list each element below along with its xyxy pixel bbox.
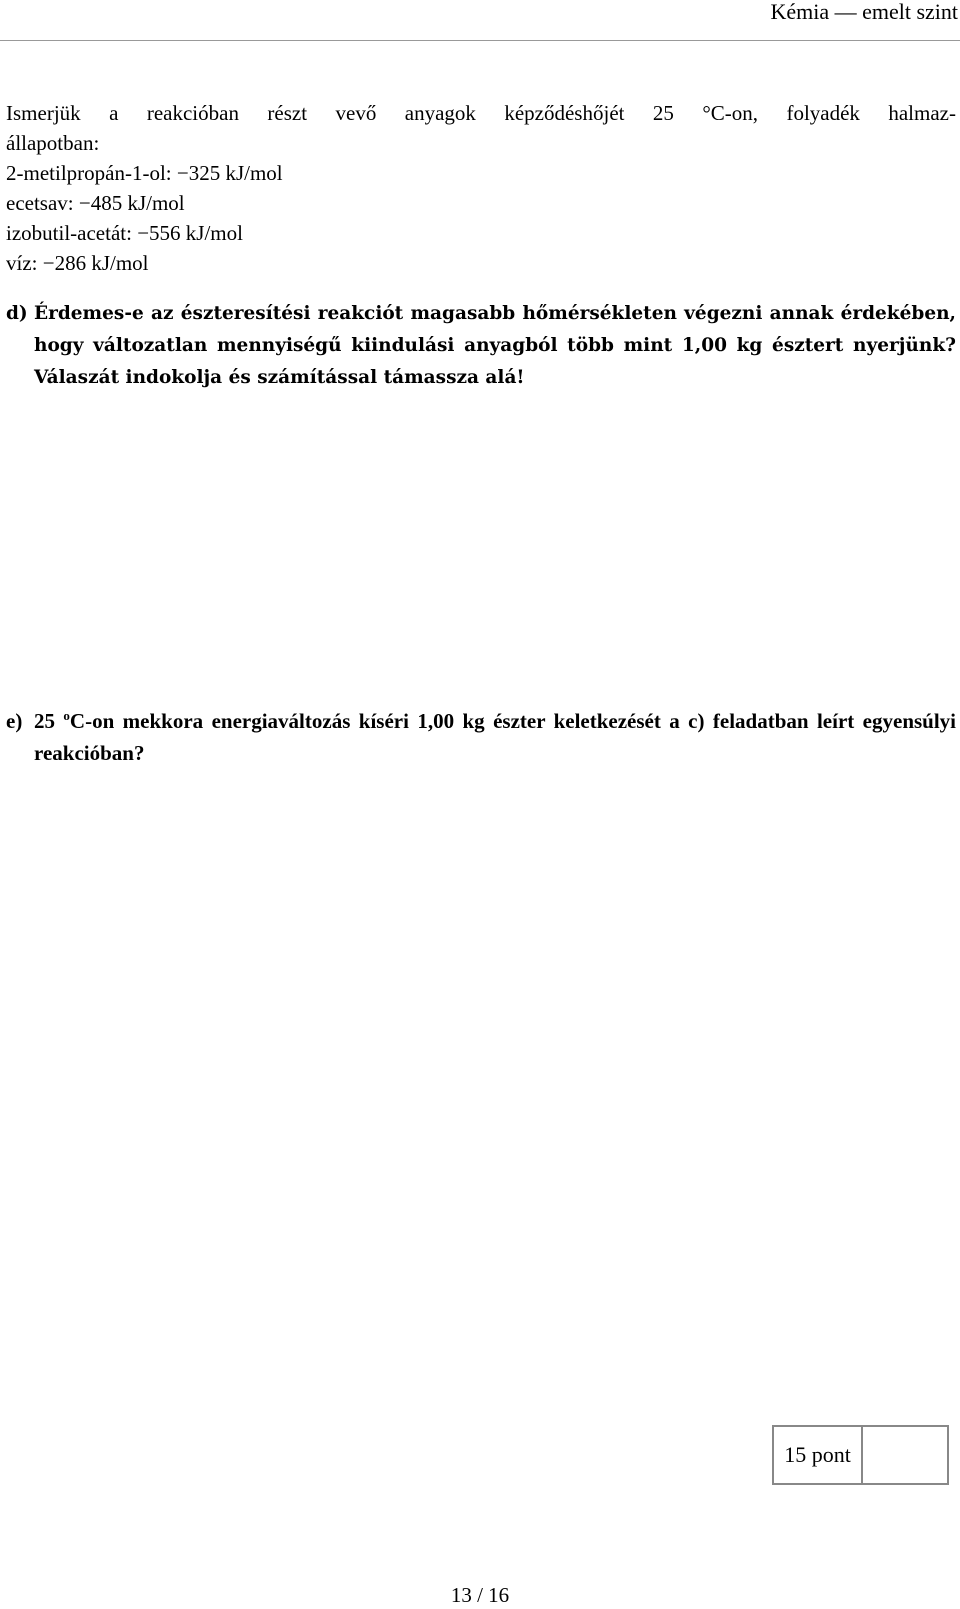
substance-item: ecetsav: −485 kJ/mol [6, 191, 185, 215]
score-box [772, 1425, 949, 1485]
question-e-paragraph [6, 705, 956, 769]
intro-line-2: állapotban: [6, 131, 100, 155]
intro-line-1: Ismerjük a reakcióban részt vevő anyagok képződéshőjét 25 °C-on, folyadék halmaz- [6, 101, 956, 125]
substance-item: víz: −286 kJ/mol [6, 251, 149, 275]
question-e-text-post: C-on mekkora energiaváltozás kíséri 1,00 kg észter keletkezését a c) feladatban leírt egyensúlyi reakcióban? [34, 709, 957, 765]
question-e-label: e) [6, 709, 23, 733]
question-e [6, 705, 956, 769]
page-number: 13 / 16 [450, 1583, 510, 1607]
question-d-label: d) [6, 303, 28, 324]
intro-sentence [6, 98, 956, 158]
question-e-text-pre: 25 [34, 709, 64, 733]
header-title: Kémia — emelt szint [770, 0, 958, 24]
question-d-text: Érdemes-e az észteresítési reakciót magasabb hőmérsékleten végezni annak érdekében, hogy változatlan mennyiségű kiindulási anyagból több mint 1,00 kg észtert nyerjünk? Válaszát indokolja és számítással támassza alá! [34, 303, 956, 388]
score-entry-cell[interactable] [863, 1427, 947, 1483]
page-header [0, 0, 960, 41]
degree-superscript: o [63, 708, 70, 723]
substance-item: 2-metilpropán-1-ol: −325 kJ/mol [6, 161, 283, 185]
intro-section [6, 98, 956, 278]
question-d-paragraph [6, 298, 956, 394]
score-label: 15 pont [774, 1427, 863, 1483]
question-d [6, 298, 956, 394]
substance-item: izobutil-acetát: −556 kJ/mol [6, 221, 243, 245]
